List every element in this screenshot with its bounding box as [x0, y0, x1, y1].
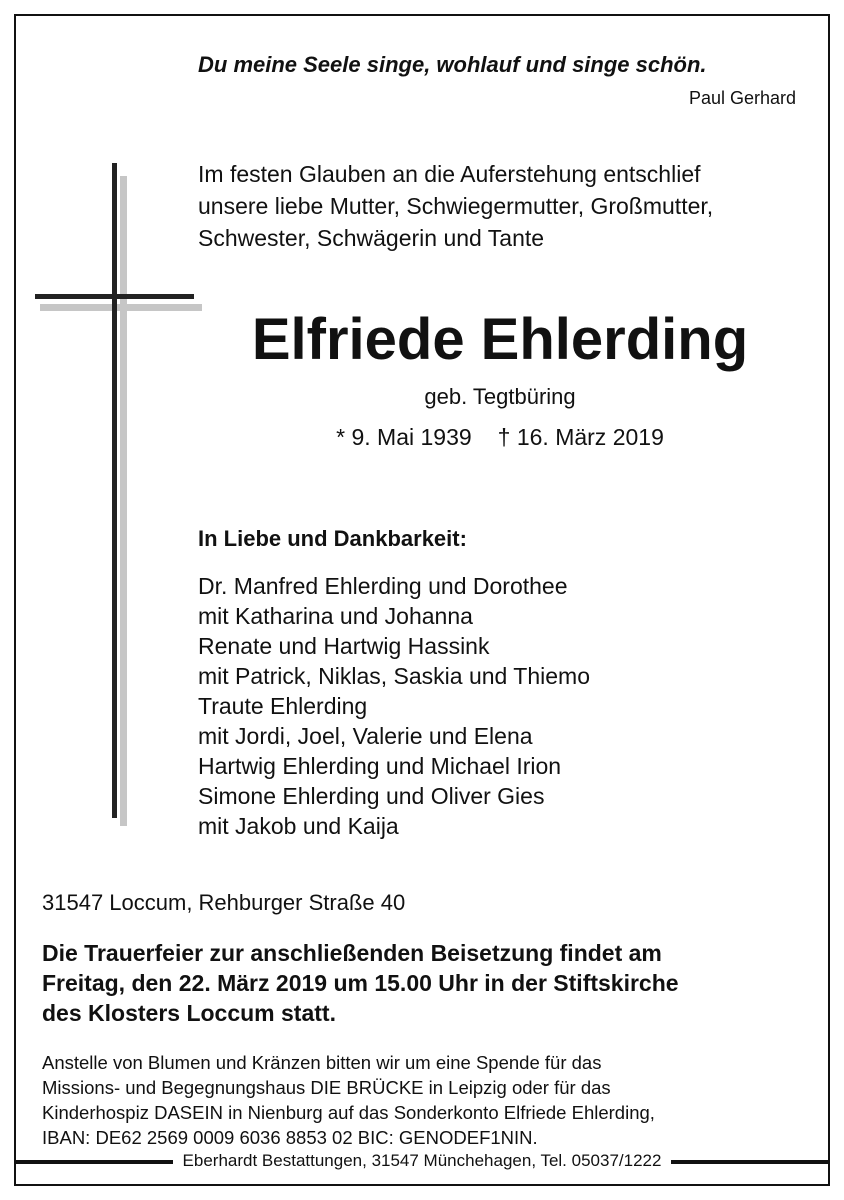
list-item: Hartwig Ehlerding und Michael Irion — [198, 753, 562, 779]
birth-date: * 9. Mai 1939 — [336, 424, 472, 450]
service-line: Die Trauerfeier zur anschließenden Beisetzung findet am — [42, 940, 662, 966]
announcement-line: Im festen Glauben an die Auferstehung entschlief — [198, 161, 701, 187]
cross-bar-horizontal — [35, 294, 194, 299]
announcement-line: unsere liebe Mutter, Schwiegermutter, Großmutter, — [198, 193, 714, 219]
announcement-text — [198, 158, 800, 254]
list-item: mit Patrick, Niklas, Saskia und Thiemo — [198, 663, 590, 689]
cross-bar-vertical — [112, 163, 117, 818]
funeral-service-text — [42, 938, 800, 1028]
donation-line: IBAN: DE62 2569 0009 6036 8853 02 BIC: GENODEF1NIN. — [42, 1127, 538, 1148]
family-address: 31547 Loccum, Rehburger Straße 40 — [42, 890, 406, 915]
donation-line: Kinderhospiz DASEIN in Nienburg auf das Sonderkonto Elfriede Ehlerding, — [42, 1102, 655, 1123]
motto-author: Paul Gerhard — [688, 88, 796, 108]
death-date: † 16. März 2019 — [497, 424, 664, 450]
list-item: Simone Ehlerding und Oliver Gies — [198, 783, 545, 809]
list-item: Dr. Manfred Ehlerding und Dorothee — [198, 573, 568, 599]
funeral-home-text: Eberhardt Bestattungen, 31547 Münchehagen, Tel. 05037/1222 — [173, 1151, 672, 1170]
service-line: des Klosters Loccum statt. — [42, 1000, 336, 1026]
list-item: Traute Ehlerding — [198, 693, 368, 719]
birth-name: geb. Tegtbüring — [424, 384, 576, 409]
life-dates — [150, 424, 844, 451]
deceased-name: Elfriede Ehlerding — [251, 307, 749, 372]
service-line: Freitag, den 22. März 2019 um 15.00 Uhr in der Stiftskirche — [42, 970, 679, 996]
list-item: Renate und Hartwig Hassink — [198, 633, 490, 659]
list-item: mit Katharina und Johanna — [198, 603, 473, 629]
list-item: mit Jordi, Joel, Valerie und Elena — [198, 723, 533, 749]
list-item: mit Jakob und Kaija — [198, 813, 399, 839]
announcement-line: Schwester, Schwägerin und Tante — [198, 225, 545, 251]
donation-line: Missions- und Begegnungshaus DIE BRÜCKE in Leipzig oder für das — [42, 1077, 611, 1098]
cross-shadow-vertical — [120, 176, 127, 826]
donation-text — [42, 1050, 800, 1150]
funeral-home-footer — [0, 1151, 844, 1171]
mourners-list — [198, 571, 590, 841]
motto-quote: Du meine Seele singe, wohlauf und singe schön. — [198, 52, 707, 77]
donation-line: Anstelle von Blumen und Kränzen bitten wir um eine Spende für das — [42, 1052, 602, 1073]
mourners-heading: In Liebe und Dankbarkeit: — [198, 526, 467, 551]
